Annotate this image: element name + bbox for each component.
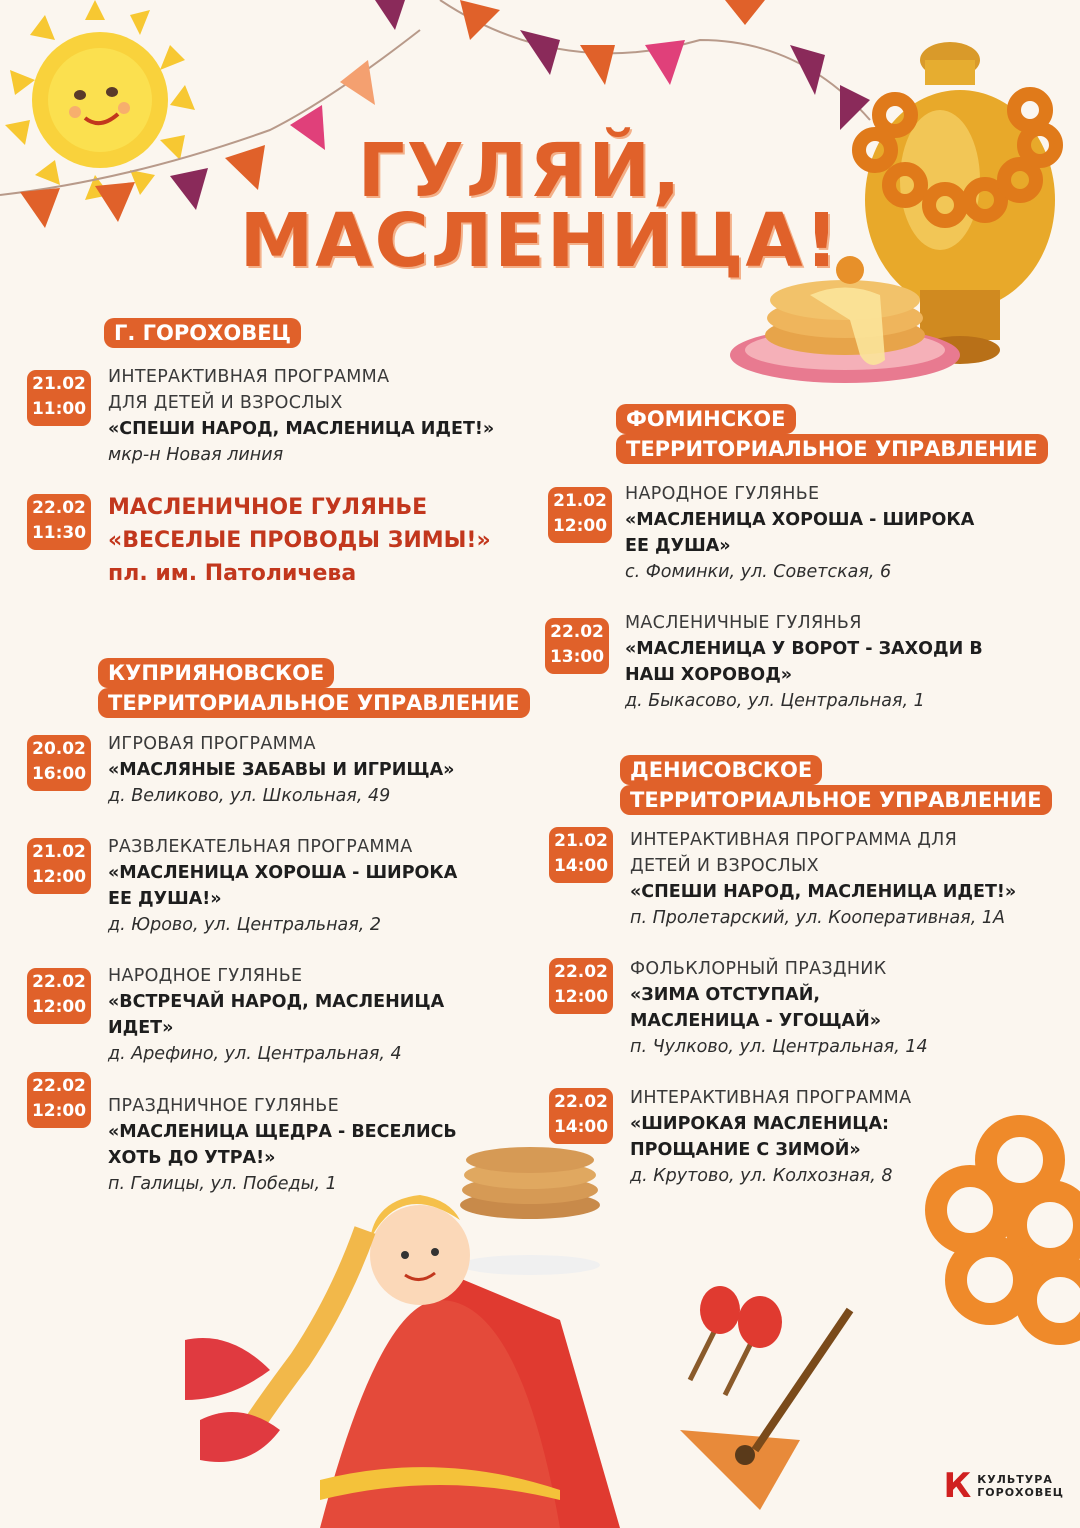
event-time: 14:00: [553, 856, 609, 876]
event-date-badge: [27, 494, 91, 550]
event-type: НАРОДНОЕ ГУЛЯНЬЕ: [625, 484, 820, 504]
event-type: ДЕТЕЙ И ВЗРОСЛЫХ: [630, 856, 819, 876]
event-type: ИНТЕРАКТИВНАЯ ПРОГРАММА ДЛЯ: [630, 830, 958, 850]
event-date: 22.02: [554, 962, 608, 982]
section-heading-kupriyanovskoe: [98, 658, 530, 718]
event-name: «ВЕСЕЛЫЕ ПРОВОДЫ ЗИМЫ!»: [108, 528, 491, 553]
event-type: ДЛЯ ДЕТЕЙ И ВЗРОСЛЫХ: [108, 393, 343, 413]
event-item-main: [108, 491, 491, 590]
event-date: 20.02: [32, 739, 86, 759]
event-name: ХОТЬ ДО УТРА!»: [108, 1148, 276, 1168]
event-name: «МАСЛЕНИЦА ХОРОША - ШИРОКА: [108, 863, 458, 883]
event-time: 12:00: [552, 516, 608, 536]
logo-letter: К: [943, 1466, 972, 1506]
event-date: 22.02: [32, 498, 86, 518]
event-item: [630, 956, 928, 1060]
event-time: 12:00: [553, 987, 609, 1007]
event-time: 14:00: [553, 1117, 609, 1137]
event-time: 11:30: [31, 523, 87, 543]
poster-title-line1: ГУЛЯЙ,: [357, 128, 683, 214]
event-date-badge: [549, 958, 613, 1014]
event-item: [630, 1085, 911, 1189]
event-time: 16:00: [31, 764, 87, 784]
event-time: 13:00: [549, 647, 605, 667]
girl-illustration: [185, 1147, 620, 1528]
event-name: ЕЕ ДУША!»: [108, 889, 222, 909]
event-date-badge: [27, 1072, 91, 1128]
event-date-badge: [27, 838, 91, 894]
event-date: 22.02: [32, 1076, 86, 1096]
event-type: ИНТЕРАКТИВНАЯ ПРОГРАММА: [630, 1088, 912, 1108]
section-heading-line2: ТЕРРИТОРИАЛЬНОЕ УПРАВЛЕНИЕ: [616, 434, 1048, 464]
event-place: п. Галицы, ул. Победы, 1: [108, 1174, 337, 1194]
poster-title-line2: МАСЛЕНИЦА!: [239, 198, 841, 284]
section-heading-fominskoe: [616, 404, 1048, 464]
event-name: «СПЕШИ НАРОД, МАСЛЕНИЦА ИДЕТ!»: [630, 882, 1017, 902]
event-name: «СПЕШИ НАРОД, МАСЛЕНИЦА ИДЕТ!»: [108, 419, 495, 439]
event-name: НАШ ХОРОВОД»: [625, 665, 793, 685]
event-item: [625, 481, 974, 585]
event-place: пл. им. Патоличева: [108, 561, 357, 586]
event-name: «ШИРОКАЯ МАСЛЕНИЦА:: [630, 1114, 890, 1134]
event-date: 22.02: [554, 1092, 608, 1112]
event-place: с. Фоминки, ул. Советская, 6: [625, 562, 892, 582]
event-place: мкр-н Новая линия: [108, 445, 284, 465]
event-time: 11:00: [31, 399, 87, 419]
instruments-illustration: [680, 1286, 850, 1510]
event-name: «ЗИМА ОТСТУПАЙ,: [630, 985, 821, 1005]
bagels-bunch: [936, 1126, 1080, 1334]
event-type: ПРАЗДНИЧНОЕ ГУЛЯНЬЕ: [108, 1096, 339, 1116]
section-heading-gorokhovets: Г. ГОРОХОВЕЦ: [104, 318, 301, 348]
event-place: п. Чулково, ул. Центральная, 14: [630, 1037, 928, 1057]
event-date-badge: [549, 827, 613, 883]
event-item: [108, 731, 454, 809]
event-place: п. Пролетарский, ул. Кооперативная, 1А: [630, 908, 1005, 928]
event-date-badge: [545, 618, 609, 674]
event-place: д. Крутово, ул. Колхозная, 8: [630, 1166, 893, 1186]
event-item: [108, 364, 494, 468]
event-name: «МАСЛЯНЫЕ ЗАБАВЫ И ИГРИЩА»: [108, 760, 455, 780]
section-heading-line2: ТЕРРИТОРИАЛЬНОЕ УПРАВЛЕНИЕ: [620, 785, 1052, 815]
event-name: МАСЛЕНИЧНОЕ ГУЛЯНЬЕ: [108, 495, 428, 520]
event-type: ФОЛЬКЛОРНЫЙ ПРАЗДНИК: [630, 959, 887, 979]
event-name: ПРОЩАНИЕ С ЗИМОЙ»: [630, 1140, 861, 1160]
event-date: 21.02: [32, 842, 86, 862]
event-place: д. Арефино, ул. Центральная, 4: [108, 1044, 402, 1064]
logo-line2: ГОРОХОВЕЦ: [977, 1486, 1064, 1499]
event-date: 22.02: [550, 622, 604, 642]
event-date-badge: [548, 487, 612, 543]
section-heading-line1: КУПРИЯНОВСКОЕ: [98, 658, 334, 688]
event-item: [108, 963, 444, 1067]
event-time: 12:00: [31, 867, 87, 887]
event-name: ИДЕТ»: [108, 1018, 174, 1038]
event-type: РАЗВЛЕКАТЕЛЬНАЯ ПРОГРАММА: [108, 837, 413, 857]
event-name: «ВСТРЕЧАЙ НАРОД, МАСЛЕНИЦА: [108, 992, 445, 1012]
kultura-logo: [943, 1466, 1064, 1506]
event-time: 12:00: [31, 1101, 87, 1121]
event-item: [630, 827, 1016, 931]
event-place: д. Юрово, ул. Центральная, 2: [108, 915, 382, 935]
event-name: «МАСЛЕНИЦА У ВОРОТ - ЗАХОДИ В: [625, 639, 983, 659]
event-date: 21.02: [554, 831, 608, 851]
event-type: НАРОДНОЕ ГУЛЯНЬЕ: [108, 966, 303, 986]
event-date-badge: [27, 968, 91, 1024]
event-type: ИГРОВАЯ ПРОГРАММА: [108, 734, 316, 754]
section-heading-line2: ТЕРРИТОРИАЛЬНОЕ УПРАВЛЕНИЕ: [98, 688, 530, 718]
event-date: 21.02: [553, 491, 607, 511]
event-date: 22.02: [32, 972, 86, 992]
event-type: ИНТЕРАКТИВНАЯ ПРОГРАММА: [108, 367, 390, 387]
event-time: 12:00: [31, 997, 87, 1017]
event-date-badge: [549, 1088, 613, 1144]
event-date-badge: [27, 735, 91, 791]
section-heading-line1: ФОМИНСКОЕ: [616, 404, 796, 434]
event-item: [108, 834, 457, 938]
event-type: МАСЛЕНИЧНЫЕ ГУЛЯНЬЯ: [625, 613, 862, 633]
event-item: [625, 610, 983, 714]
event-item: [108, 1093, 457, 1197]
event-place: д. Быкасово, ул. Центральная, 1: [625, 691, 925, 711]
event-name: «МАСЛЕНИЦА ЩЕДРА - ВЕСЕЛИСЬ: [108, 1122, 457, 1142]
event-place: д. Великово, ул. Школьная, 49: [108, 786, 391, 806]
event-name: «МАСЛЕНИЦА ХОРОША - ШИРОКА: [625, 510, 975, 530]
section-heading-line1: ДЕНИСОВСКОЕ: [620, 755, 822, 785]
event-date: 21.02: [32, 374, 86, 394]
logo-line1: КУЛЬТУРА: [977, 1473, 1053, 1486]
event-date-badge: [27, 370, 91, 426]
section-heading-denisovskoe: [620, 755, 1052, 815]
event-name: ЕЕ ДУША»: [625, 536, 731, 556]
event-name: МАСЛЕНИЦА - УГОЩАЙ»: [630, 1011, 882, 1031]
